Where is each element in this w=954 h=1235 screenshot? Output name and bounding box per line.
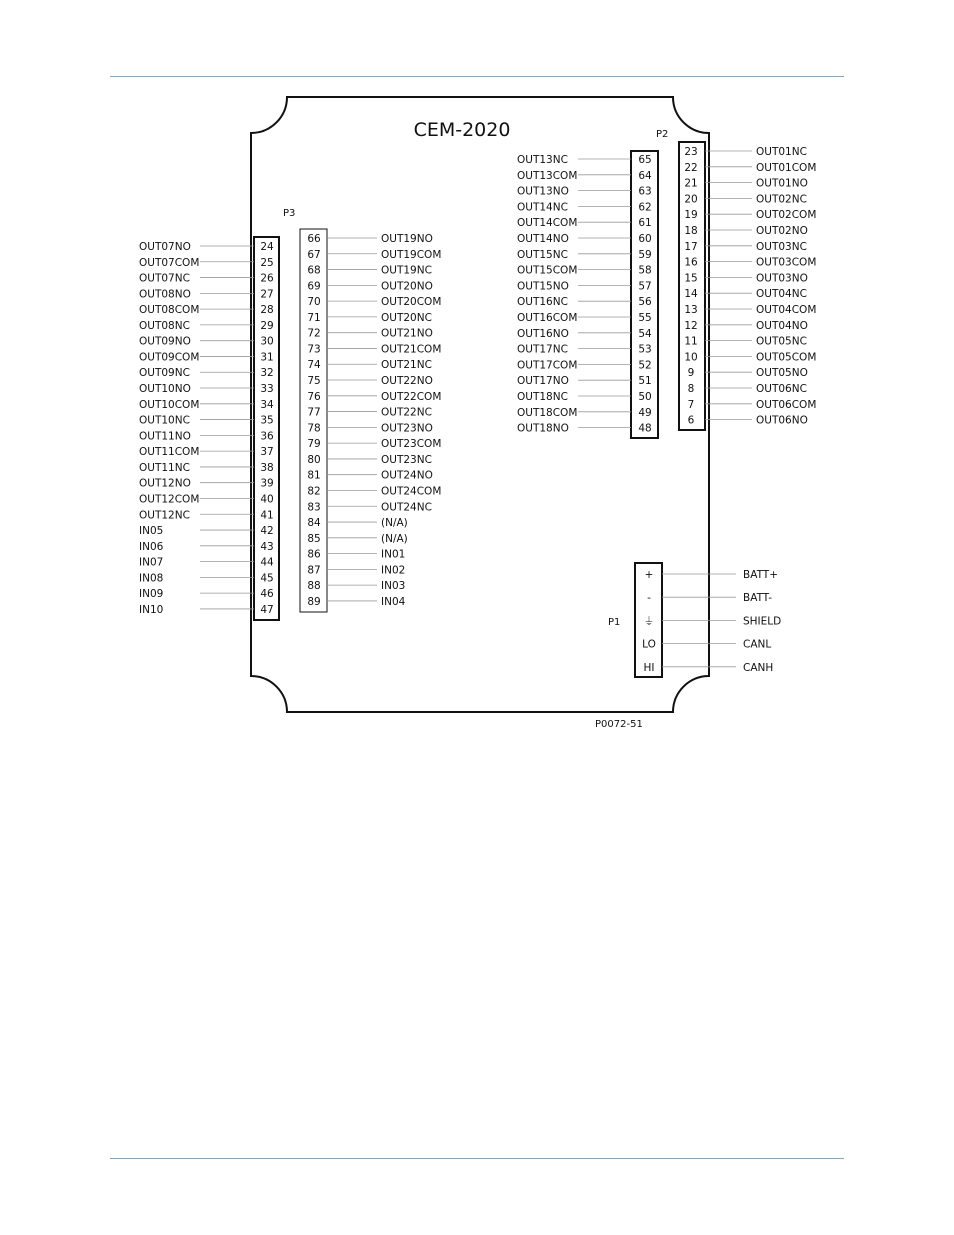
p2-outer-pin-number: 12 <box>684 319 698 332</box>
p2-outer-pin-label: OUT06COM <box>756 398 817 411</box>
p2-outer-pin-number: 13 <box>684 304 698 316</box>
p3-inner-pin-label: OUT21NC <box>381 359 432 372</box>
p3-inner-pin-label: OUT19NC <box>381 264 432 277</box>
p2-inner-pin-number: 54 <box>638 327 652 340</box>
p2-outer-pin-number: 8 <box>687 383 695 395</box>
p2-outer-pin-number: 6 <box>687 414 695 427</box>
p3-outer-pin-number: 37 <box>260 446 274 459</box>
p3-outer-pin-number: 24 <box>260 241 274 253</box>
p3-inner-pin-label: OUT24NO <box>381 469 433 482</box>
p2-outer-pin-label: OUT02COM <box>756 209 817 222</box>
p3-inner-pin-label: OUT23COM <box>381 438 442 451</box>
p2-inner-pin-label: OUT15NO <box>517 280 569 293</box>
p3-inner-pin-label: OUT19NO <box>381 233 433 245</box>
p2-inner-pin-label: OUT16NC <box>517 296 568 309</box>
p2-inner-pin-number: 64 <box>638 169 652 182</box>
p2-outer-pin-number: 9 <box>687 367 695 380</box>
p2-inner-pin-label: OUT14COM <box>517 217 578 230</box>
p2-outer-pin-number: 23 <box>684 146 698 158</box>
p2-inner-pin-number: 58 <box>638 264 652 277</box>
figure-id: P0072-51 <box>595 719 643 730</box>
p3-inner-pin-number: 88 <box>307 580 321 593</box>
p2-inner-pin-number: 61 <box>638 217 652 230</box>
p2-inner-pin-number: 65 <box>638 154 652 166</box>
p2-outer-pin-label: OUT01NO <box>756 177 808 190</box>
p3-inner-pin-label: IN01 <box>381 548 406 561</box>
p3-inner-pin-label: OUT20NC <box>381 311 432 324</box>
p3-inner-pin-number: 86 <box>307 548 321 561</box>
p3-inner-pin-label: OUT20COM <box>381 296 442 309</box>
p3-outer-pin-number: 32 <box>260 367 274 380</box>
p2-outer-pin-number: 10 <box>684 351 698 364</box>
p3-outer-pin-number: 39 <box>260 477 274 490</box>
p2-outer-pin-label: OUT01COM <box>756 161 817 174</box>
p3-outer-pin-label: OUT12NO <box>139 477 191 490</box>
p3-outer-pin-label: OUT11COM <box>139 446 200 459</box>
p3-inner-pin-label: IN02 <box>381 564 406 577</box>
p1-pin-number: + <box>644 569 654 581</box>
p3-inner-pin-number: 71 <box>307 311 321 324</box>
p2-outer-pin-label: OUT02NO <box>756 225 808 237</box>
p3-inner-pin-number: 89 <box>307 595 321 608</box>
p3-inner-pin-number: 77 <box>307 406 321 419</box>
p2-inner-pin-label: OUT13NC <box>517 154 568 166</box>
p3-outer-pin-label: OUT09NC <box>139 367 190 380</box>
p2-outer-pin-number: 18 <box>684 225 698 237</box>
p3-outer-pin-number: 28 <box>260 304 274 317</box>
p2-inner-pin-label: OUT14NO <box>517 233 569 245</box>
p3-inner-pin-number: 82 <box>307 485 321 498</box>
p3-inner-pin-number: 73 <box>307 343 321 356</box>
p2-outer-pin-label: OUT02NC <box>756 193 807 206</box>
p3-outer-pin-label: OUT07COM <box>139 256 200 269</box>
p2-inner-pin-label: OUT15COM <box>517 264 578 277</box>
p2-outer-pin-number: 14 <box>684 288 698 301</box>
p3-outer-pin-number: 41 <box>260 509 274 522</box>
p1-pin-number: LO <box>642 638 656 651</box>
p3-outer-pin-label: OUT10NC <box>139 414 190 427</box>
p1-pin-number: HI <box>643 661 655 674</box>
p2-outer-pin-number: 22 <box>684 161 698 174</box>
p3-inner-pin-label: OUT22NC <box>381 406 432 419</box>
p3-inner-pin-label: (N/A) <box>381 532 408 545</box>
p1-pin-number: ⏚ <box>643 615 655 628</box>
p3-outer-pin-label: IN09 <box>139 588 164 601</box>
p3-inner-pin-number: 87 <box>307 564 321 577</box>
p1-pin-label: SHIELD <box>743 615 782 628</box>
p3-inner-pin-number: 79 <box>307 438 321 451</box>
p2-outer-pin-number: 7 <box>687 398 695 411</box>
p3-inner-pin-number: 67 <box>307 248 321 261</box>
p3-outer-pin-number: 34 <box>260 398 274 411</box>
p3-inner-pin-number: 72 <box>307 327 321 340</box>
p3-outer-pin-label: OUT08NC <box>139 319 190 332</box>
p3-outer-pin-label: OUT09COM <box>139 351 200 364</box>
p2-inner-pin-label: OUT16COM <box>517 312 578 324</box>
p3-outer-pin-number: 35 <box>260 414 274 427</box>
p3-outer-pin-number: 30 <box>260 335 274 348</box>
p2-inner-pin-number: 52 <box>638 359 652 372</box>
p2-outer-pin-number: 21 <box>684 177 698 190</box>
p3-inner-pin-label: OUT24NC <box>381 501 432 514</box>
p3-outer-pin-number: 25 <box>260 256 274 269</box>
p3-inner-pin-label: OUT22NO <box>381 375 433 388</box>
p1-pin-label: CANL <box>743 638 772 651</box>
p2-inner-pin-label: OUT17COM <box>517 359 578 372</box>
p2-inner-pin-number: 63 <box>638 185 652 198</box>
p2-outer-pin-label: OUT05NC <box>756 335 807 348</box>
p3-outer-pin-number: 29 <box>260 319 274 332</box>
p2-inner-pin-label: OUT16NO <box>517 327 569 340</box>
p2-outer-pin-label: OUT05COM <box>756 351 817 364</box>
p2-inner-pin-label: OUT17NO <box>517 375 569 388</box>
p3-inner-pin-number: 74 <box>307 359 321 372</box>
p3-inner-pin-label: OUT23NC <box>381 453 432 466</box>
p3-outer-pin-label: OUT10COM <box>139 398 200 411</box>
p3-outer-pin-number: 33 <box>260 383 274 396</box>
p2-outer-pin-number: 15 <box>684 272 698 285</box>
p2-outer-pin-number: 16 <box>684 256 698 269</box>
p3-inner-pin-label: IN04 <box>381 595 406 608</box>
p2-inner-pin-number: 50 <box>638 391 652 403</box>
p3-outer-pin-label: OUT12COM <box>139 493 200 506</box>
p2-inner-pin-label: OUT17NC <box>517 343 568 356</box>
p2-inner-pin-number: 60 <box>638 233 652 245</box>
p3-inner-pin-label: (N/A) <box>381 517 408 530</box>
p2-outer-pin-number: 19 <box>684 209 698 222</box>
p2-inner-pin-number: 62 <box>638 201 652 214</box>
p3-outer-pin-number: 47 <box>260 603 274 616</box>
p2-inner-pin-number: 48 <box>638 422 652 435</box>
p3-outer-pin-label: IN06 <box>139 540 164 553</box>
p3-label: P3 <box>283 208 296 219</box>
p3-outer-pin-number: 36 <box>260 430 274 443</box>
p2-outer-pin-label: OUT06NO <box>756 414 808 427</box>
p3-inner-pin-number: 68 <box>307 264 321 277</box>
p2-label: P2 <box>656 129 669 140</box>
p3-outer-pin-label: OUT12NC <box>139 509 190 522</box>
p3-outer-pin-label: IN08 <box>139 572 164 585</box>
p3-inner-pin-number: 76 <box>307 390 321 403</box>
p2-outer-pin-label: OUT03NC <box>756 240 807 253</box>
p3-outer-pin-label: OUT07NO <box>139 241 191 253</box>
p3-outer-pin-number: 38 <box>260 461 274 474</box>
p2-inner-pin-number: 49 <box>638 406 652 419</box>
p2-inner-pin-number: 55 <box>638 312 652 324</box>
p3-outer-pin-number: 44 <box>260 556 274 569</box>
p2-inner-pin-label: OUT14NC <box>517 201 568 214</box>
p3-outer-pin-label: OUT11NO <box>139 430 191 443</box>
p3-outer-pin-number: 40 <box>260 493 274 506</box>
p3-inner-pin-number: 80 <box>307 453 321 466</box>
p1-pin-number: - <box>647 592 651 605</box>
p3-outer-pin-label: OUT08COM <box>139 304 200 317</box>
p2-inner-pin-number: 57 <box>638 280 652 293</box>
p2-inner-pin-number: 53 <box>638 343 652 356</box>
p3-inner-pin-label: OUT19COM <box>381 248 442 261</box>
p2-outer-pin-number: 17 <box>684 240 698 253</box>
p2-inner-pin-label: OUT13NO <box>517 185 569 198</box>
p2-outer-pin-label: OUT06NC <box>756 383 807 395</box>
p2-outer-pin-label: OUT03COM <box>756 256 817 269</box>
p3-outer-pin-label: IN05 <box>139 525 164 538</box>
p3-outer-pin-label: OUT08NO <box>139 288 191 301</box>
p3-inner-pin-number: 70 <box>307 296 321 309</box>
p3-inner-pin-label: OUT21COM <box>381 343 442 356</box>
p3-inner-pin-number: 84 <box>307 517 321 530</box>
p3-outer-pin-label: OUT07NC <box>139 272 190 285</box>
p3-outer-pin-label: OUT10NO <box>139 383 191 396</box>
p3-inner-pin-number: 69 <box>307 280 321 293</box>
p2-inner-pin-label: OUT18NC <box>517 391 568 403</box>
p3-outer-pin-label: IN10 <box>139 603 164 616</box>
p2-outer-pin-number: 20 <box>684 193 698 206</box>
p3-outer-pin-number: 26 <box>260 272 274 285</box>
device-title: CEM-2020 <box>413 119 511 141</box>
p2-outer-pin-label: OUT01NC <box>756 146 807 158</box>
p2-inner-pin-label: OUT15NC <box>517 248 568 261</box>
p3-inner-pin-number: 81 <box>307 469 321 482</box>
p3-inner-pin-number: 85 <box>307 532 321 545</box>
p1-pin-label: CANH <box>743 661 774 674</box>
p3-inner-pin-number: 66 <box>307 233 321 245</box>
p3-outer-pin-number: 42 <box>260 525 274 538</box>
p3-outer-pin-number: 46 <box>260 588 274 601</box>
p3-outer-pin-number: 43 <box>260 540 274 553</box>
p2-inner-pin-number: 59 <box>638 248 652 261</box>
p3-outer-pin-label: OUT11NC <box>139 461 190 474</box>
p2-inner-pin-label: OUT18NO <box>517 422 569 435</box>
p2-outer-pin-label: OUT04NC <box>756 288 807 301</box>
p3-outer-pin-number: 27 <box>260 288 274 301</box>
p1-pin-label: BATT- <box>743 592 773 605</box>
pin-rows <box>139 146 816 674</box>
p2-outer-pin-label: OUT03NO <box>756 272 808 285</box>
p1-pin-label: BATT+ <box>743 569 779 581</box>
p3-inner-pin-number: 78 <box>307 422 321 435</box>
p3-inner-pin-number: 75 <box>307 375 321 388</box>
p2-inner-pin-number: 51 <box>638 375 652 388</box>
p2-outer-pin-number: 11 <box>684 335 698 348</box>
p3-inner-pin-label: OUT21NO <box>381 327 433 340</box>
p2-outer-pin-label: OUT05NO <box>756 367 808 380</box>
p3-outer-pin-number: 45 <box>260 572 274 585</box>
p2-outer-pin-label: OUT04COM <box>756 304 817 316</box>
p2-inner-pin-label: OUT18COM <box>517 406 578 419</box>
p3-inner-pin-number: 83 <box>307 501 321 514</box>
p1-label: P1 <box>608 617 621 628</box>
p3-inner-pin-label: OUT20NO <box>381 280 433 293</box>
p3-outer-pin-number: 31 <box>260 351 274 364</box>
p3-inner-pin-label: OUT22COM <box>381 390 442 403</box>
p2-outer-pin-label: OUT04NO <box>756 319 808 332</box>
p3-outer-pin-label: OUT09NO <box>139 335 191 348</box>
p2-inner-pin-label: OUT13COM <box>517 169 578 182</box>
p3-outer-pin-label: IN07 <box>139 556 164 569</box>
p3-inner-pin-label: IN03 <box>381 580 406 593</box>
p3-inner-pin-label: OUT23NO <box>381 422 433 435</box>
p2-inner-pin-number: 56 <box>638 296 652 309</box>
p3-inner-pin-label: OUT24COM <box>381 485 442 498</box>
